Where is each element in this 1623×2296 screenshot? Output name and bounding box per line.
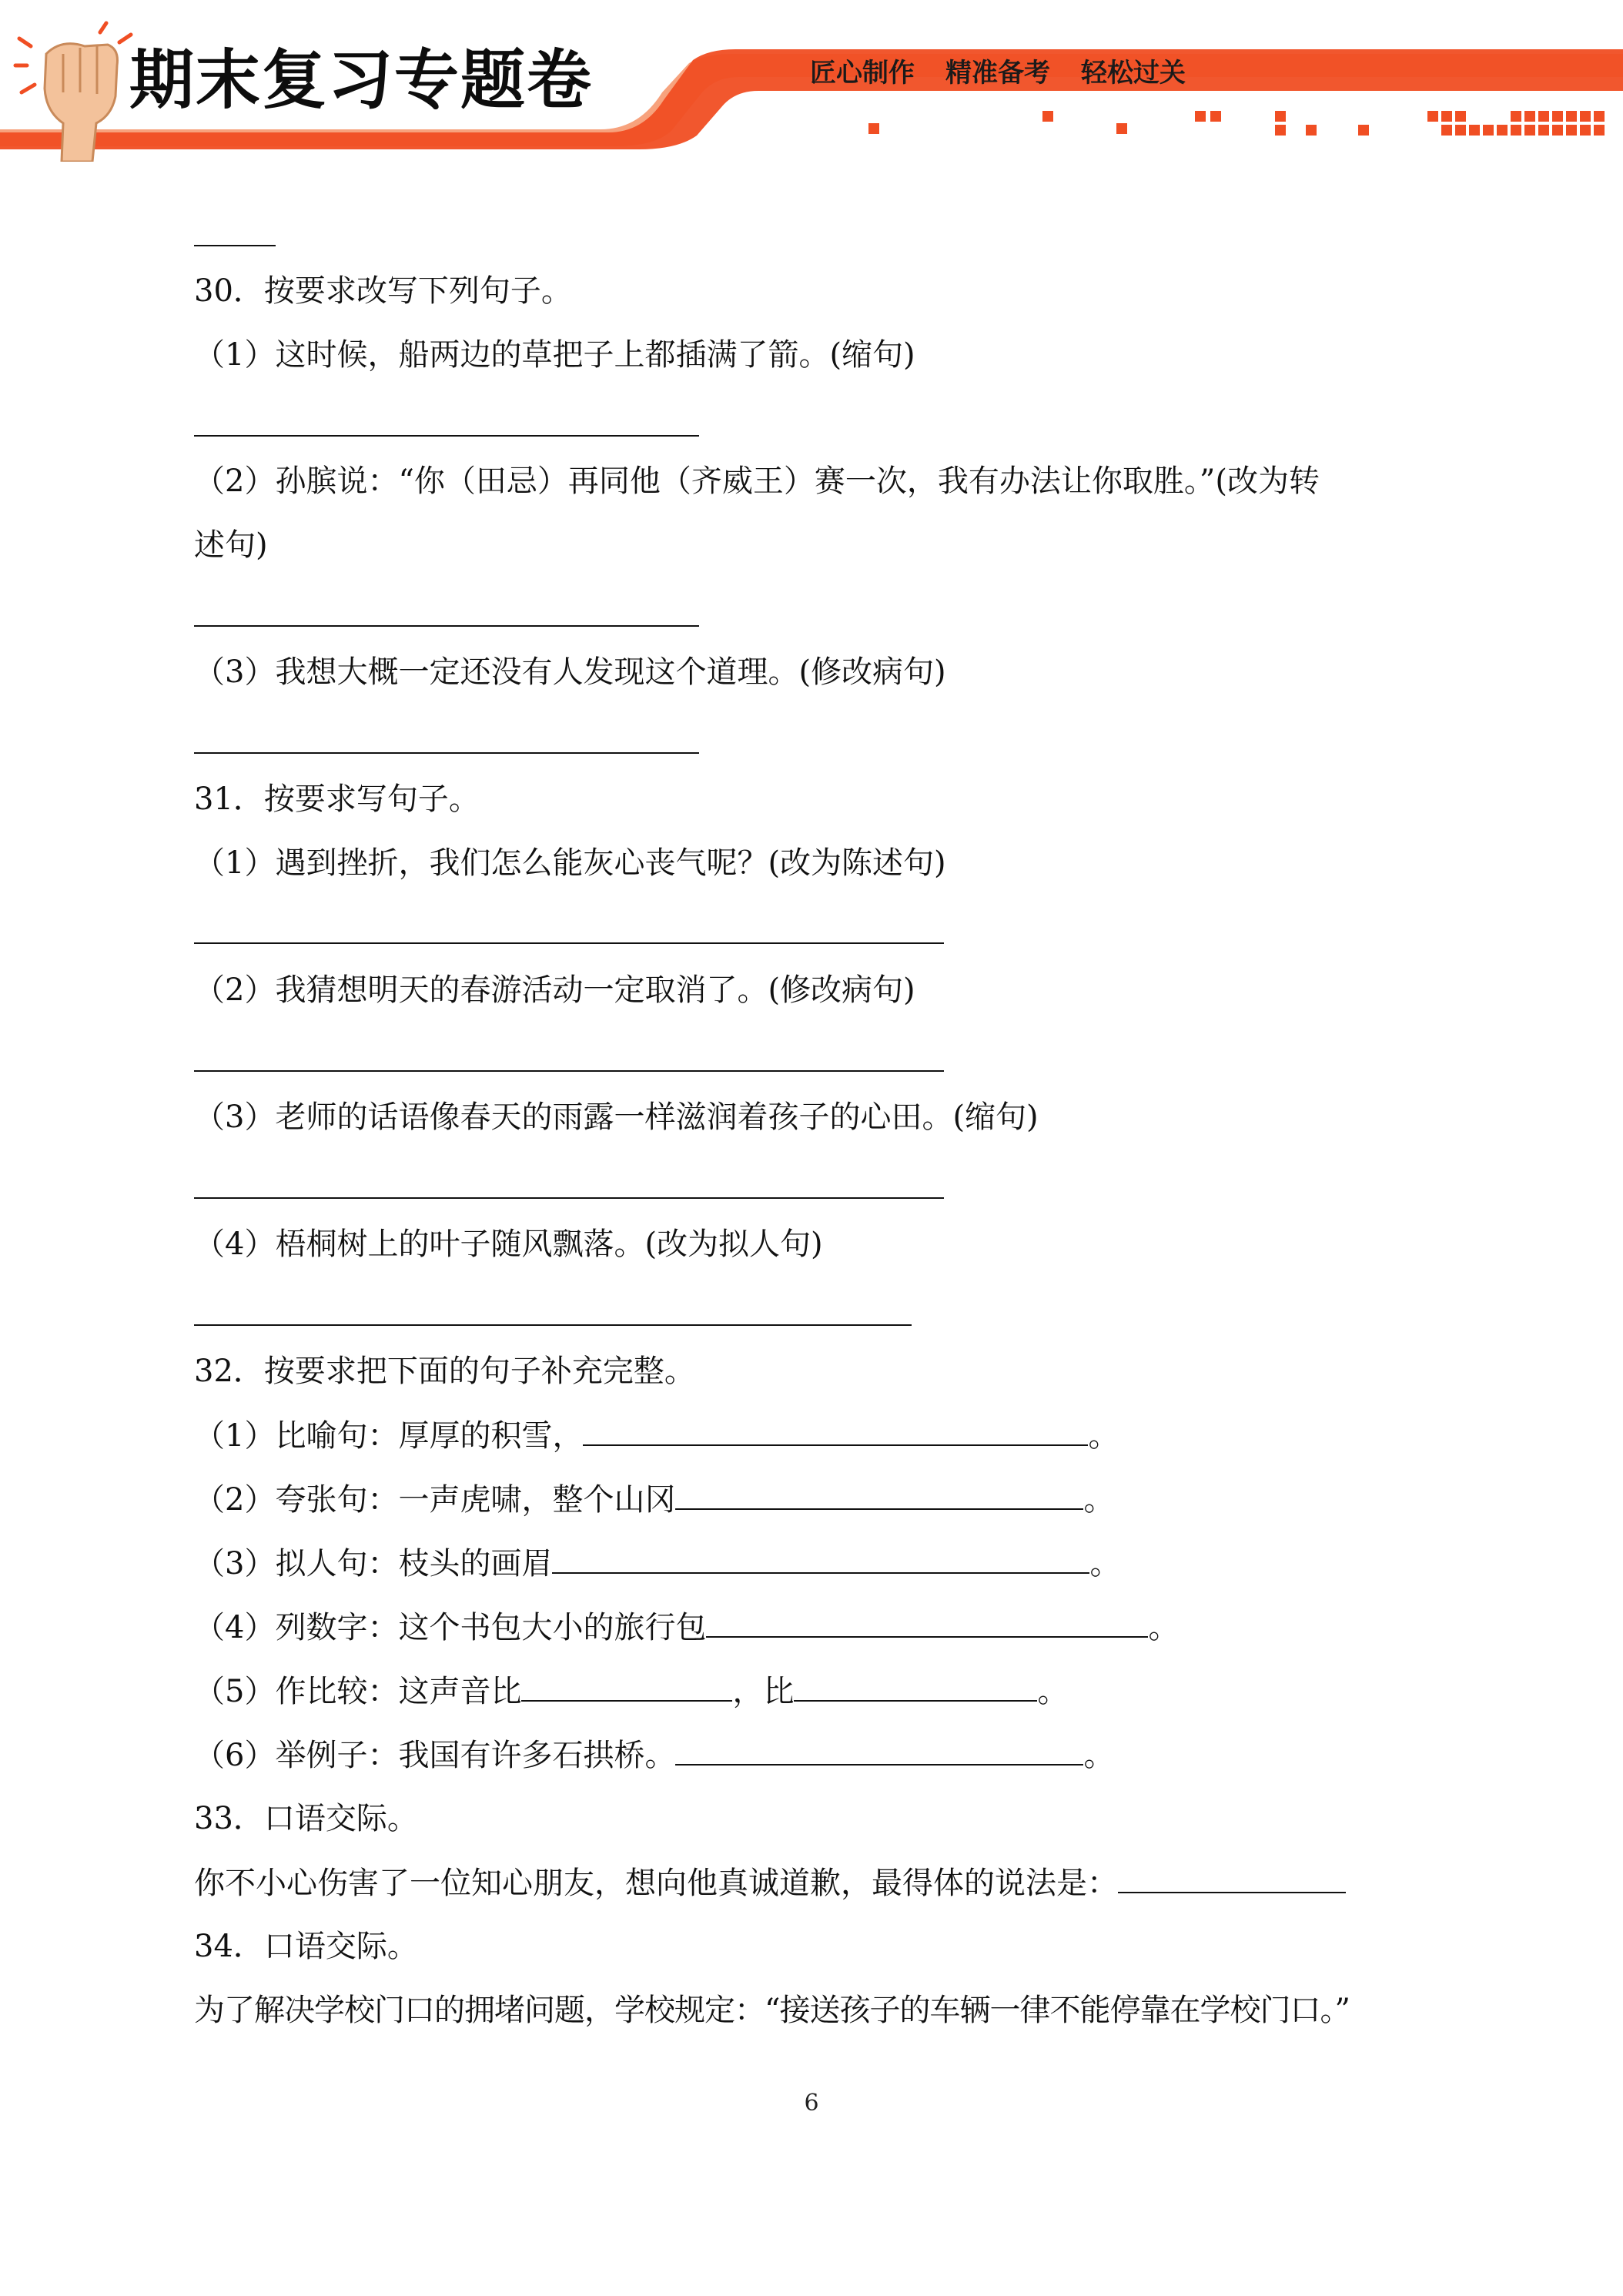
page-number: 6: [804, 2090, 819, 2117]
answer-line[interactable]: [194, 942, 944, 944]
question-text: 你不小心伤害了一位知心朋友，想向他真诚道歉，最得体的说法是：: [194, 1866, 1118, 1901]
answer-line[interactable]: [194, 1070, 944, 1072]
question-32-item-2: [194, 1478, 1114, 1521]
fill-blank[interactable]: [675, 1733, 1083, 1766]
item-prefix: （5）作比较：这声音比: [194, 1674, 522, 1709]
question-30-item-2-cont: 述句): [194, 527, 268, 563]
header-title: 期末复习专题卷: [129, 42, 594, 118]
question-30-stem: 30．按要求改写下列句子。: [194, 273, 572, 309]
question-32-item-5: [194, 1669, 1068, 1712]
item-suffix: 。: [1088, 1418, 1119, 1454]
question-30-item-1: （1）这时候，船两边的草把子上都插满了箭。(缩句): [194, 337, 915, 373]
fill-blank[interactable]: [583, 1414, 1088, 1446]
question-30-item-2: （2）孙膑说：“你（田忌）再同他（齐威王）赛一次，我有办法让你取胜。”(改为转: [194, 464, 1320, 499]
fill-blank[interactable]: [794, 1669, 1037, 1702]
question-31-item-2: （2）我猜想明天的春游活动一定取消了。(修改病句): [194, 972, 915, 1008]
fill-blank[interactable]: [521, 1669, 732, 1702]
question-32-item-3: [194, 1541, 1120, 1585]
question-31-item-1: （1）遇到挫折，我们怎么能灰心丧气呢？(改为陈述句): [194, 845, 946, 881]
question-34-stem: 34．口语交际。: [194, 1929, 418, 1964]
question-32-stem: 32．按要求把下面的句子补充完整。: [194, 1354, 695, 1389]
answer-line[interactable]: [194, 1324, 912, 1326]
item-middle: ，比: [732, 1674, 795, 1709]
item-prefix: （3）拟人句：枝头的画眉: [194, 1546, 553, 1581]
header-slogans: [810, 57, 1186, 89]
question-33-stem: 33．口语交际。: [194, 1801, 418, 1836]
item-prefix: （1）比喻句：厚厚的积雪，: [194, 1418, 584, 1454]
question-31-item-4: （4）梧桐树上的叶子随风飘落。(改为拟人句): [194, 1227, 823, 1262]
fill-blank[interactable]: [1118, 1861, 1346, 1893]
fill-blank[interactable]: [675, 1478, 1083, 1510]
item-suffix: 。: [1083, 1738, 1115, 1773]
page-header: [0, 0, 1623, 162]
answer-line[interactable]: [194, 245, 276, 246]
answer-line[interactable]: [194, 625, 699, 627]
fill-blank[interactable]: [552, 1541, 1089, 1574]
item-prefix: （4）列数字：这个书包大小的旅行包: [194, 1610, 707, 1645]
slogan-3: 轻松过关: [1081, 58, 1186, 89]
item-suffix: 。: [1148, 1610, 1180, 1645]
answer-line[interactable]: [194, 435, 699, 437]
question-33-text: [194, 1861, 1346, 1904]
question-30-item-3: （3）我想大概一定还没有人发现这个道理。(修改病句): [194, 654, 946, 690]
answer-line[interactable]: [194, 752, 699, 754]
slogan-2: 精准备考: [945, 58, 1050, 89]
question-32-item-4: [194, 1605, 1179, 1648]
item-prefix: （6）举例子：我国有许多石拱桥。: [194, 1738, 676, 1773]
slogan-1: 匠心制作: [810, 58, 915, 89]
answer-line[interactable]: [194, 1197, 944, 1199]
question-32-item-6: [194, 1733, 1114, 1776]
decor-squares: [868, 111, 1605, 136]
item-suffix: 。: [1037, 1674, 1069, 1709]
question-31-item-3: （3）老师的话语像春天的雨露一样滋润着孩子的心田。(缩句): [194, 1099, 1039, 1135]
fill-blank[interactable]: [706, 1605, 1148, 1638]
item-suffix: 。: [1083, 1482, 1115, 1518]
item-prefix: （2）夸张句：一声虎啸，整个山冈: [194, 1482, 676, 1518]
question-34-text: 为了解决学校门口的拥堵问题，学校规定：“接送孩子的车辆一律不能停靠在学校门口。”: [194, 1993, 1350, 2028]
item-suffix: 。: [1089, 1546, 1121, 1581]
question-32-item-1: [194, 1414, 1119, 1457]
question-31-stem: 31．按要求写句子。: [194, 782, 480, 817]
